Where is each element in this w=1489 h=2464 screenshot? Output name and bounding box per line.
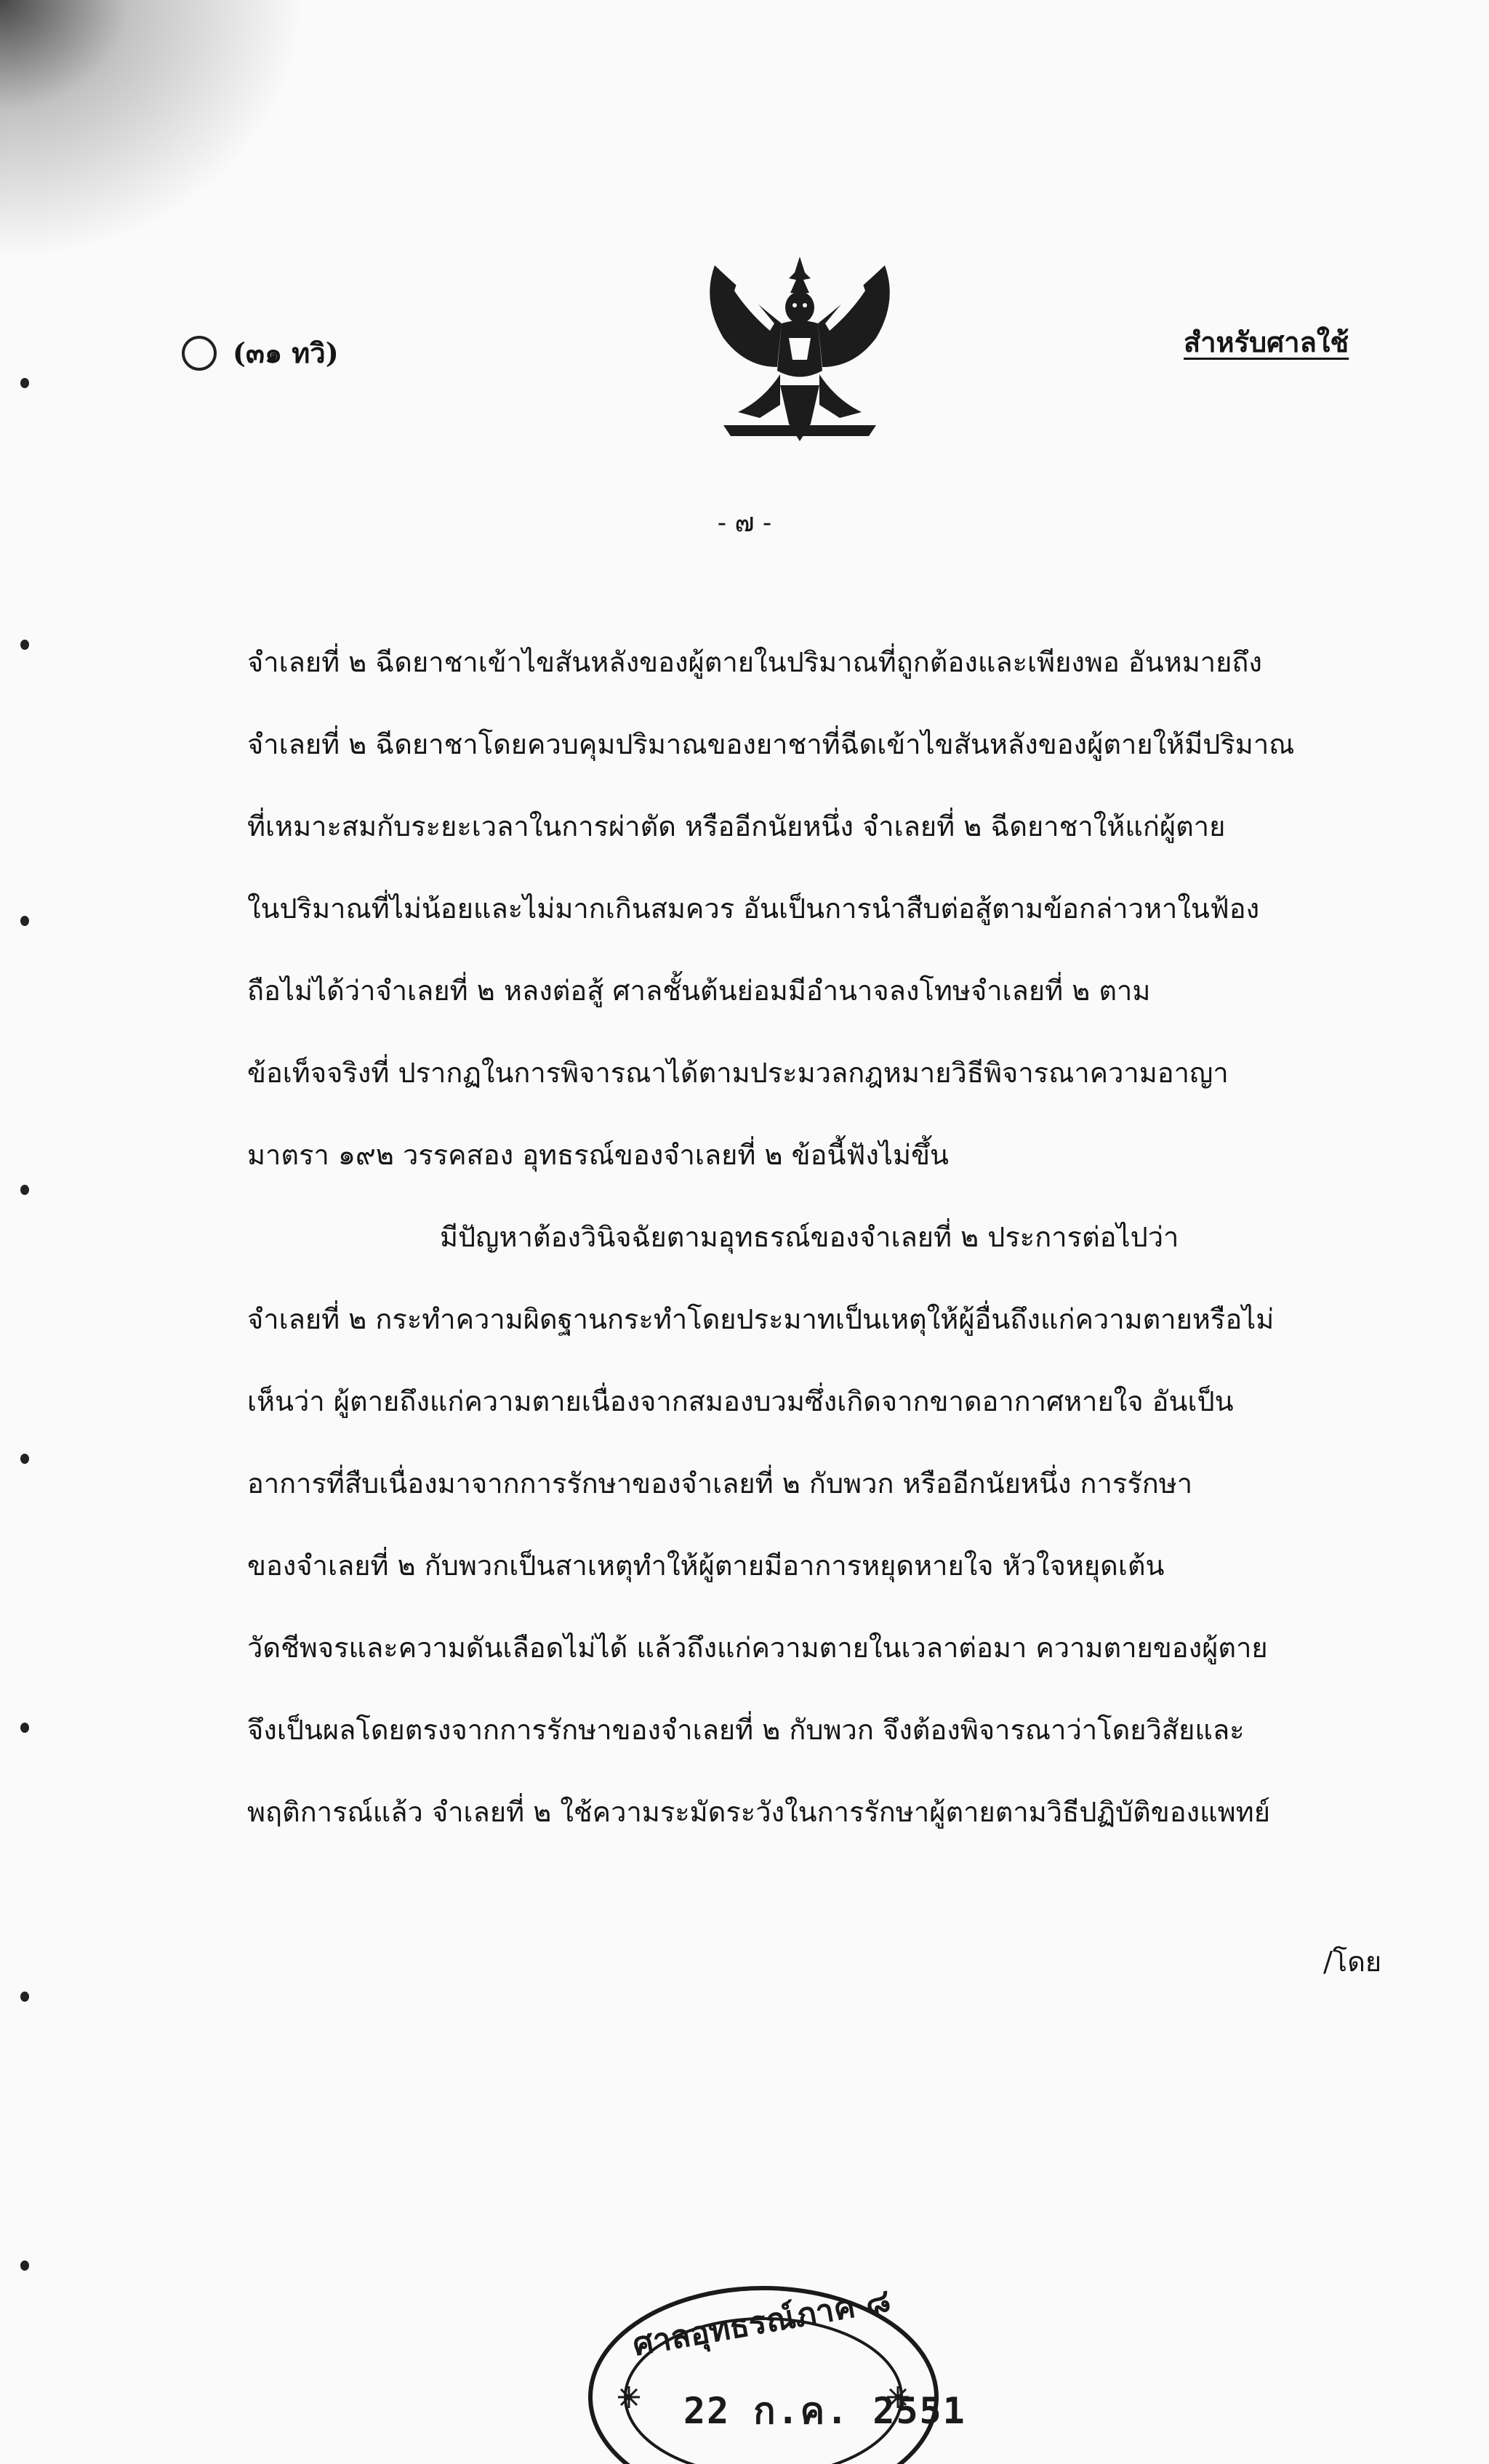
continuation-word: /โดย [1323,1946,1382,1978]
judgment-body [247,640,1381,1872]
body-line: มาตรา ๑๙๒ วรรคสอง อุทธรณ์ของจำเลยที่ ๒ ข้อนี้ฟังไม่ขึ้น [247,1139,950,1171]
case-code-text: (๓๑ ทวิ) [233,337,339,369]
binding-hole [20,916,29,926]
garuda-emblem-icon [694,251,905,462]
stamp-court-name: ศาลอุทธรณ์ภาค ๘ [630,2282,894,2364]
body-line: ในปริมาณที่ไม่น้อยและไม่มากเกินสมควร อันเป็นการนำสืบต่อสู้ตามข้อกล่าวหาในฟ้อง [247,893,1260,925]
case-form-code [182,331,339,375]
body-line: จำเลยที่ ๒ กระทำความผิดฐานกระทำโดยประมาทเป็นเหตุให้ผู้อื่นถึงแก่ความตายหรือไม่ [247,1303,1275,1335]
circle-mark-icon [182,336,217,371]
binding-hole [20,1992,29,2002]
stamp-date: 22 ก.ค. 2551 [683,2390,966,2432]
body-line: ที่เหมาะสมกับระยะเวลาในการผ่าตัด หรืออีกนัยหนึ่ง จำเลยที่ ๒ ฉีดยาชาให้แก่ผู้ตาย [247,810,1226,842]
body-line: พฤติการณ์แล้ว จำเลยที่ ๒ ใช้ความระมัดระวังในการรักษาผู้ตายตามวิธีปฏิบัติของแพทย์ [247,1796,1270,1828]
body-line: จึงเป็นผลโดยตรงจากการรักษาของจำเลยที่ ๒ กับพวก จึงต้องพิจารณาว่าโดยวิสัยและ [247,1714,1245,1746]
body-line: จำเลยที่ ๒ ฉีดยาชาโดยควบคุมปริมาณของยาชาที่ฉีดเข้าไขสันหลังของผู้ตายให้มีปริมาณ [247,728,1295,760]
body-line: จำเลยที่ ๒ ฉีดยาชาเข้าไขสันหลังของผู้ตายในปริมาณที่ถูกต้องและเพียงพอ อันหมายถึง [247,646,1262,678]
court-use-label: สำหรับศาลใช้ [1184,326,1349,358]
scan-shadow [0,0,305,262]
binding-hole [20,1723,29,1733]
body-line: อาการที่สืบเนื่องมาจากการรักษาของจำเลยที่ ๒ กับพวก หรืออีกนัยหนึ่ง การรักษา [247,1467,1193,1499]
binding-hole [20,378,29,388]
body-line-indented: มีปัญหาต้องวินิจฉัยตามอุทธรณ์ของจำเลยที่ ๒ ประการต่อไปว่า [440,1221,1179,1253]
body-line: เห็นว่า ผู้ตายถึงแก่ความตายเนื่องจากสมองบวมซึ่งเกิดจากขาดอากาศหายใจ อันเป็น [247,1385,1234,1417]
binding-hole [20,1454,29,1464]
body-line: วัดชีพจรและความดันเลือดไม่ได้ แล้วถึงแก่ความตายในเวลาต่อมา ความตายของผู้ตาย [247,1632,1268,1664]
binding-hole [20,1185,29,1195]
binding-hole [20,640,29,650]
page-number: - ๗ - [717,508,772,538]
body-line: ถือไม่ได้ว่าจำเลยที่ ๒ หลงต่อสู้ ศาลชั้นต้นย่อมมีอำนาจลงโทษจำเลยที่ ๒ ตาม [247,975,1151,1007]
body-line: ของจำเลยที่ ๒ กับพวกเป็นสาเหตุทำให้ผู้ตายมีอาการหยุดหายใจ หัวใจหยุดเต้น [247,1550,1165,1582]
binding-hole [20,2260,29,2271]
body-line: ข้อเท็จจริงที่ ปรากฏในการพิจารณาได้ตามประมวลกฎหมายวิธีพิจารณาความอาญา [247,1057,1229,1089]
